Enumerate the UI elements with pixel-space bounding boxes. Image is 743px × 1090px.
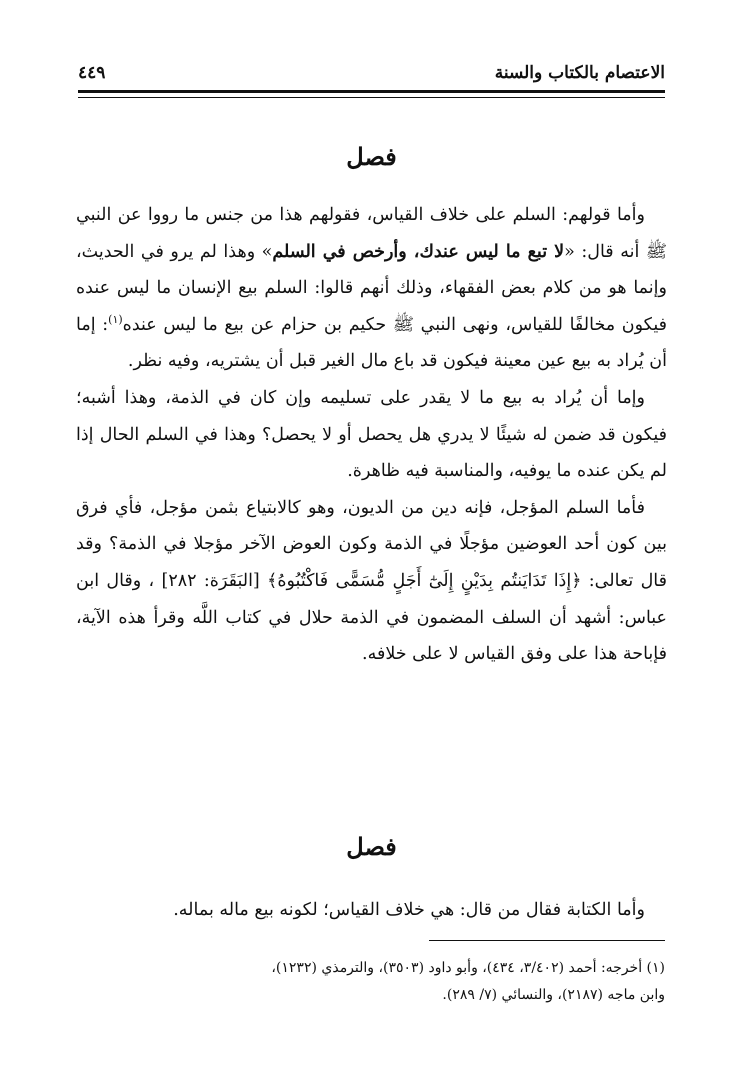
- section-heading-2: فصل: [346, 832, 397, 861]
- paragraph-4: وأما الكتابة فقال من قال: هي خلاف القياس؛ لكونه بيع ماله بماله.: [173, 900, 645, 920]
- quran-verse: ﴿إِذَا تَدَايَنتُم بِدَيْنٍ إِلَىٰٓ أَجَلٍ مُّسَمًّى فَاكْتُبُوهُ﴾: [267, 570, 582, 591]
- paragraph-1: وأما قولهم: السلم على خلاف القياس، فقولهم هذا من جنس ما رووا عن النبي ﷺ أنه قال: «لا تبع ما ليس عندك، وأرخص في السلم» وهذا لم يرو في الحديث، وإنما هو من كلام بعض الفقهاء، وذلك أنهم قالوا: السلم بيع الإنسان ما ليس عنده فيكون مخالفًا للقياس، ونهى النبي ﷺ حكيم بن حزام عن بيع ما ليس عنده$^{(١)}$: إما أن يُراد به بيع عين معينة فيكون قد باع مال الغير قبل أن يشتريه، وفيه نظر.: [76, 205, 667, 372]
- hadith-quote: لا تبع ما ليس عندك، وأرخص في السلم: [272, 241, 565, 262]
- section-1-body: [76, 197, 667, 673]
- header-title: الاعتصام بالكتاب والسنة: [494, 63, 665, 83]
- section-heading-1: فصل: [346, 142, 397, 171]
- header-rule-thick: [78, 90, 665, 93]
- paragraph-3: فأما السلم المؤجل، فإنه دين من الديون، وهو كالابتياع بثمن مؤجل، فأي فرق بين كون أحد العوضين مؤجلًا في الذمة وكون العوض الآخر مؤجلا في الذمة؟ وقد قال تعالى: ﴿إِذَا تَدَايَنتُم بِدَيْنٍ إِلَىٰٓ أَجَلٍ مُّسَمًّى فَاكْتُبُوهُ﴾ [البَقَرَة: ٢٨٢] ، وقال ابن عباس: أشهد أن السلف المضمون في الذمة حلال في كتاب اللَّه وقرأ هذه الآية، فإباحة هذا على وفق القياس لا على خلافه.: [76, 497, 667, 665]
- running-header: [78, 58, 665, 88]
- footnote-rule: [429, 940, 665, 941]
- footnote-ref: (١): [108, 312, 123, 326]
- paragraph-2: وإما أن يُراد به بيع ما لا يقدر على تسليمه وإن كان في الذمة، وهذا أشبه؛ فيكون قد ضمن له شيئًا لا يدري هل يحصل أو لا يحصل؟ وهذا في السلم الحال إذا لم يكن عنده ما يوفيه، والمناسبة فيه ظاهرة.: [76, 387, 667, 482]
- footnote-line-1: (١) أخرجه: أحمد (٣/٤٠٢، ٤٣٤)، وأبو داود (٣٥٠٣)، والترمذي (١٢٣٢)،: [271, 960, 665, 976]
- footnotes: [78, 955, 665, 1009]
- page-number: ٤٤٩: [78, 63, 106, 83]
- footnote-line-2: وابن ماجه (٢١٨٧)، والنسائي (٧/ ٢٨٩).: [442, 987, 665, 1003]
- header-rule-thin: [78, 97, 665, 98]
